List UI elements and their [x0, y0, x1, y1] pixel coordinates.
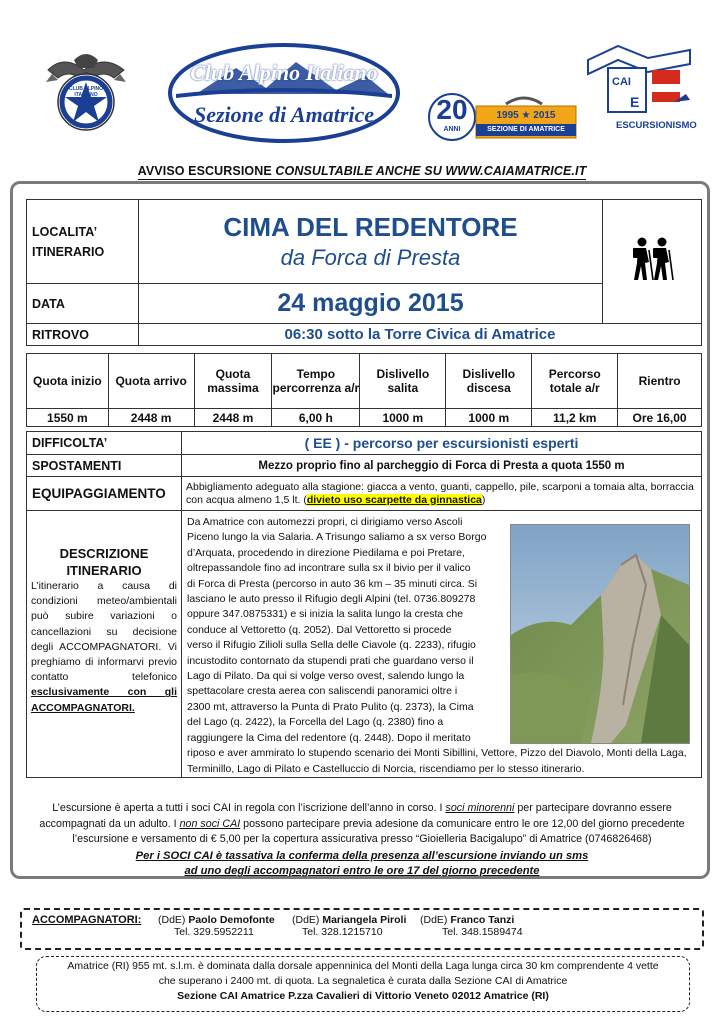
equipment — [182, 477, 702, 511]
mountain-photo — [510, 524, 690, 744]
stat-header: Tempo percorrenza a/r — [272, 354, 360, 409]
label-data: DATA — [27, 284, 139, 324]
trip-date: 24 maggio 2015 — [138, 284, 602, 324]
description-line: spettacolare cresta aerea con saliscendi panoramici oltre i — [187, 685, 458, 698]
description-line: oppure 347.0875331) e si inizia la salita lungo la cresta che — [187, 608, 464, 621]
stat-value: 11,2 km — [532, 409, 618, 427]
stats-header-row — [27, 354, 702, 409]
description-side-note — [31, 579, 177, 716]
label-spostamenti: SPOSTAMENTI — [27, 455, 182, 477]
eagle-ribbon-text: CLUB ALPINO ITALIANO — [69, 86, 103, 98]
notice-prefix: AVVISO ESCURSIONE — [137, 164, 276, 178]
description-line: lasciano le auto presso il Rifugio degli Alpini (tel. 0736.809278 — [187, 593, 476, 606]
details-table — [26, 431, 702, 511]
notice-line — [0, 164, 724, 178]
cai-eagle-logo — [44, 48, 128, 134]
stat-header: Dislivello salita — [360, 354, 446, 409]
cai-section-logo — [166, 42, 402, 144]
escursionismo-word: ESCURSIONISMO — [616, 120, 697, 131]
guides-box — [20, 908, 704, 950]
side-note-text: L’itinerario a causa di condizioni meteo/ambientali può subire variazioni o cancellazioni su decisione degli ACCOMPAGNATORI. Vi preghiamo di informarvi previo contatto telefonico — [31, 580, 177, 684]
label-difficolta: DIFFICOLTA’ — [27, 432, 182, 455]
description-line: oltrepassandole fino ad incontrare sulla sx il bivio per il valico — [187, 562, 471, 575]
notes-non-soci: non soci CAI — [179, 817, 241, 830]
anniversary-logo — [428, 90, 578, 144]
meeting-point: 06:30 sotto la Torre Civica di Amatrice — [138, 324, 701, 346]
label-ritrovo: RITROVO — [27, 324, 139, 346]
side-note-bold: esclusivamente con gli ACCOMPAGNATORI. — [31, 686, 177, 714]
guide-2 — [292, 914, 432, 938]
stat-header: Dislivello discesa — [446, 354, 532, 409]
equipment-highlight: divieto uso scarpette da ginnastica — [306, 493, 482, 506]
guide-role: (DdE) — [158, 914, 186, 926]
hikers-cell — [603, 200, 702, 324]
guide-name: Mariangela Piroli — [322, 914, 407, 926]
logo-text-top: Club Alpino Italiano — [190, 60, 378, 85]
description-tail: riposo e aver ammirato lo stupendo scenario dei Monti Sibillini, Vettore, Pizzo del Diavolo, Monti della Laga, Terminillo, Lago di Pilato e Castelluccio di Norcia, riscendiamo per lo stesso itinerario. — [187, 747, 687, 775]
label-localita-itinerario — [27, 200, 139, 284]
description-title-1: DESCRIZIONE — [59, 546, 149, 561]
mountain-photo-icon — [511, 525, 689, 743]
stat-value: 1000 m — [360, 409, 446, 427]
label-localita: LOCALITA’ — [32, 224, 98, 239]
stats-table — [26, 353, 702, 427]
guide-phone: Tel. 329.5952211 — [174, 926, 254, 938]
equipment-text: Abbigliamento adeguato alla stagione: giacca a vento, guanti, cappello, pile, scarponi a tomaia alta, borraccia con acqua almeno 1,5 lt. ( — [186, 480, 694, 506]
stat-header: Percorso totale a/r — [532, 354, 618, 409]
trip-info-table — [26, 199, 702, 346]
description-line: d’Arquata, procedendo in direzione Piedilama e poi Pretare, — [187, 546, 465, 559]
stat-value: Ore 16,00 — [618, 409, 702, 427]
guides-label: ACCOMPAGNATORI: — [32, 914, 142, 926]
anniversary-years: 1995 ★ 2015 — [496, 110, 556, 121]
footer-line-3: Sezione CAI Amatrice P.zza Cavalieri di Vittorio Veneto 02012 Amatrice (RI) — [177, 990, 549, 1002]
description-line: del Lago (q. 2422), la Forcella del Lago (q. 2380) fino a — [187, 716, 444, 729]
description-line: 2300 mt, attraverso la Punta di Prato Pulito (q. 2373), la Cima — [187, 700, 474, 713]
description-line: incustodito contornato da stupendi prati che guardano verso il — [187, 654, 474, 667]
escursionismo-cai: CAI — [612, 76, 631, 88]
stat-header: Rientro — [618, 354, 702, 409]
guide-3 — [420, 914, 560, 938]
cai-escursionismo-logo — [578, 40, 702, 136]
trip-title-cell — [138, 200, 602, 284]
description-line: Lago di Pilato. Da qui si volge verso ovest, salendo lungo la — [187, 670, 465, 683]
transport: Mezzo proprio fino al parcheggio di Forca di Presta a quota 1550 m — [182, 455, 702, 477]
description-line: Da Amatrice con automezzi propri, ci dirigiamo verso Ascoli — [187, 516, 463, 528]
anniversary-section: SEZIONE DI AMATRICE — [487, 126, 565, 133]
equipment-end: ) — [481, 493, 486, 506]
trip-subtitle: da Forca di Presta — [280, 244, 461, 270]
guide-phone: Tel. 328.1215710 — [302, 926, 383, 938]
logo-oval-icon — [166, 42, 402, 144]
participation-notes — [24, 801, 700, 880]
description-sidebar — [27, 511, 182, 778]
stat-header: Quota arrivo — [108, 354, 194, 409]
sms-confirmation-1: Per i SOCI CAI è tassativa la conferma della presenza all’escursione inviando un sms — [135, 849, 589, 862]
guide-name: Franco Tanzi — [450, 914, 515, 926]
stat-value: 1000 m — [446, 409, 532, 427]
guide-phone: Tel. 348.1589474 — [442, 926, 523, 938]
logo-text-bottom: Sezione di Amatrice — [193, 102, 375, 127]
description-line: raggiungere la Cima del redentore (q. 2448). Dopo il meritato — [187, 731, 471, 744]
notes-soci-minorenni: soci minorenni — [445, 802, 515, 814]
description-lines — [187, 515, 505, 746]
notes-text-a: L’escursione è aperta a tutti i soci CAI in regola con l’iscrizione dell’anno in corso. I — [52, 802, 446, 814]
stat-value: 1550 m — [27, 409, 109, 427]
guide-role: (DdE) — [420, 914, 448, 926]
guide-1 — [158, 914, 298, 938]
stat-value: 6,00 h — [272, 409, 360, 427]
stat-header: Quota massima — [194, 354, 272, 409]
description-line: di Forca di Presta (percorso in auto 36 km – 35 minuti circa. Si — [187, 577, 478, 590]
difficulty: ( EE ) - percorso per escursionisti esperti — [182, 432, 702, 455]
anniversary-word: ANNI — [443, 126, 461, 133]
label-equipaggiamento: EQUIPAGGIAMENTO — [27, 477, 182, 511]
trip-title: CIMA DEL REDENTORE — [223, 211, 518, 242]
stat-value: 2448 m — [194, 409, 272, 427]
footer-line-2: che superano i 2400 mt. di quota. La segnaletica è curata dalla Sezione CAI di Amatrice — [158, 975, 568, 987]
description-line: conduce al Vettoretto (q. 2052). Dal Vettoretto si procede — [187, 623, 452, 636]
guide-role: (DdE) — [292, 914, 320, 926]
stat-header: Quota inizio — [27, 354, 109, 409]
notes-text-b: per partecipare dovranno essere accompagnati da un adulto. I — [39, 802, 672, 830]
escursionismo-letter: E — [630, 94, 640, 110]
description-line: verso il Rifugio Zilioli sulla Sella delle Ciavole (q. 2233), rifugio — [187, 639, 476, 652]
guide-name: Paolo Demofonte — [188, 914, 275, 926]
stats-values-row — [27, 409, 702, 427]
description-line: Piceno lungo la via Salaria. A Trisungo saliamo a sx verso Borgo — [187, 531, 487, 544]
label-itinerario: ITINERARIO — [32, 244, 105, 259]
footer-line-1: Amatrice (RI) 955 mt. s.l.m. è dominata dalla dorsale appenninica del Monti della Laga lunga circa 30 km comprendente 4 vette — [67, 960, 659, 972]
notice-website: CONSULTABILE ANCHE SU WWW.CAIAMATRICE.IT — [275, 164, 587, 178]
description-title-2: ITINERARIO — [66, 563, 142, 578]
sms-confirmation-2: ad uno degli accompagnatori entro le ore 17 del giorno precedente — [184, 865, 540, 877]
footer-box — [36, 956, 690, 1012]
notes-text-c: possono partecipare previa adesione da comunicare entro le ore 12,00 del giorno precedente l’escursione e versamento di € 5,00 per la copertura assicurativa presso “Gioielleria Bacigalupo” di Amatrice (0746826468) — [72, 817, 685, 845]
stat-value: 2448 m — [108, 409, 194, 427]
anniversary-number: 20 — [436, 94, 468, 125]
hikers-icon — [627, 236, 677, 282]
